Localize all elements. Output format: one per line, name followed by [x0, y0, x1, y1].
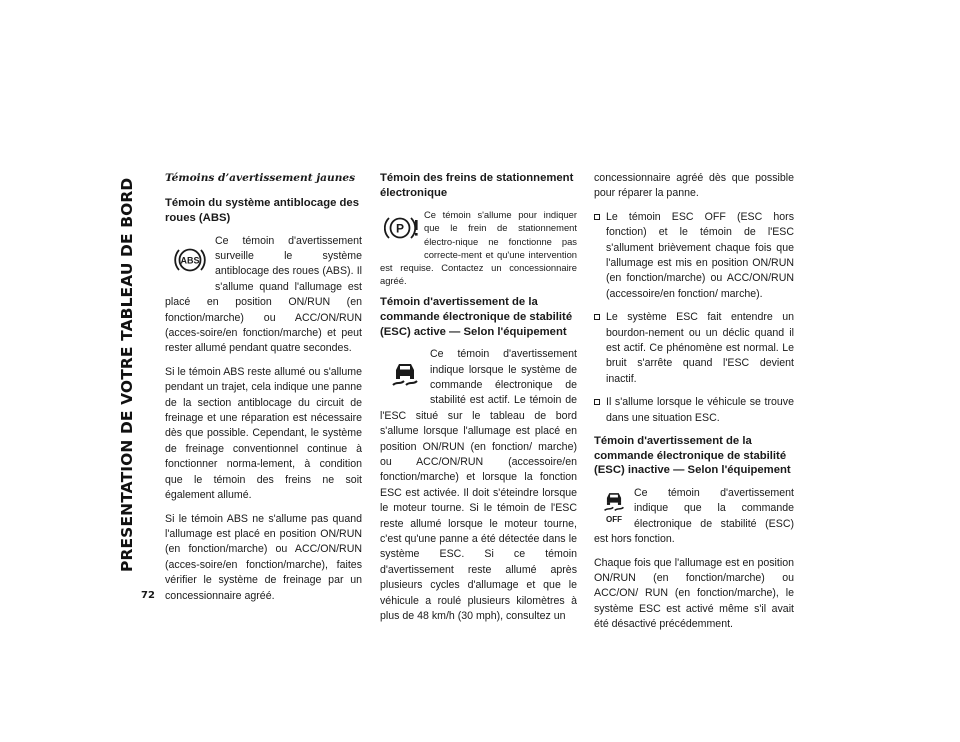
page-number: 72	[141, 590, 155, 601]
esc-bullet-list	[594, 210, 794, 426]
column-3	[594, 171, 794, 641]
abs-paragraph-1: Ce témoin d'avertissement surveille le système antiblocage des roues (ABS). Il s'allume quand l'allumage est placé en position ON/RUN (en fonction/marche) ou ACC/ON/RUN (acces-soire/en fonction/marche) et peut rester allumé pendant quatre secondes.	[165, 234, 362, 355]
off-icon-label: OFF	[606, 515, 622, 525]
continued-text: concessionnaire agréé dès que possible pour réparer la panne.	[594, 172, 794, 200]
esc-active-icon	[380, 347, 430, 399]
park-brake-heading: Témoin des freins de stationnement électronique	[380, 172, 574, 199]
square-bullet-icon	[594, 214, 600, 220]
abs-paragraph-2: Si le témoin ABS reste allumé ou s'allume pendant un trajet, cela indique une panne de la section antiblocage du circuit de freinage et une réparation est nécessaire dès que possible. Cependant, le système de freinage conventionnel continue à fonctionner norma-lement, à condition que le témoin des freins ne soit également allumé.	[165, 365, 362, 502]
esc-active-block	[380, 347, 577, 624]
square-bullet-icon	[594, 399, 600, 405]
abs-heading: Témoin du système antiblocage des roues (ABS)	[165, 197, 359, 224]
abs-icon-label: ABS	[180, 255, 200, 266]
section-title: Témoins d’avertissement jaunes	[165, 172, 356, 184]
park-brake-text: Ce témoin s'allume pour indiquer que le frein de stationnement électro-nique ne fonctionne pas correcte-ment et qu'une intervention est requise. Contactez un concessionnaire agréé.	[380, 209, 577, 287]
list-item: Il s'allume lorsque le véhicule se trouve dans une situation ESC.	[594, 395, 794, 426]
esc-off-block	[594, 486, 794, 548]
list-item: Le témoin ESC OFF (ESC hors fonction) et le témoin de l'ESC s'allument brièvement chaque fois que l'allumage est mis en position ON/RUN (en fonction/marche) ou ACC/ON/RUN (accessoire/en fonction/ marche).	[594, 210, 794, 302]
park-brake-block	[380, 208, 577, 287]
square-bullet-icon	[594, 314, 600, 320]
column-2	[380, 171, 577, 633]
park-brake-warning-icon	[380, 208, 424, 248]
abs-block	[165, 234, 362, 357]
list-item: Le système ESC fait entendre un bourdon-nement ou un déclic quand il est actif. Ce phénomène est normal. Le bruit s'arrête quand l'ESC devient inactif.	[594, 310, 794, 387]
park-icon-label: P	[395, 221, 405, 236]
esc-off-paragraph-2: Chaque fois que l'allumage est en position ON/RUN (en fonction/marche) ou ACC/ON/ RUN (en fonction/marche), le système ESC est activé même s'il avait été désactivé précédemment.	[594, 556, 794, 631]
sidebar-chapter-title: PRESENTATION DE VOTRE TABLEAU DE BORD	[118, 177, 136, 572]
esc-off-icon	[594, 486, 634, 532]
esc-active-heading: Témoin d'avertissement de la commande électronique de stabilité (ESC) active — Selon l'équipement	[380, 296, 573, 338]
abs-warning-icon	[165, 234, 215, 286]
abs-paragraph-3: Si le témoin ABS ne s'allume pas quand l'allumage est placé en position ON/RUN (en fonction/marche) ou ACC/ON/RUN (acces-soire/en fonction/marche), faites vérifier le système de freinage par un concessionnaire agréé.	[165, 512, 362, 602]
esc-off-text: Ce témoin d'avertissement indique que la commande électronique de stabilité (ESC) est hors fonction.	[594, 486, 794, 546]
column-1	[165, 171, 362, 612]
esc-active-text: Ce témoin d'avertissement indique lorsque le système de commande électronique de stabilité est actif. Le témoin de l'ESC situé sur le tableau de bord s'allume lorsque l'allumage est placé en position ON/RUN (en fonction/ marche) ou ACC/ON/RUN (accessoire/en fonction/marche) et lorsque la fonction ESC est activée. Il doit s'éteindre lorsque le moteur tourne. Si le témoin de l'ESC reste allumé lorsque le moteur tourne, c'est qu'une panne a été détectée dans le système ESC. Si ce témoin d'avertissement reste allumé après plusieurs cycles d'allumage et que le véhicule a roulé plusieurs kilomètres à plus de 48 km/h (30 mph), consultez un	[380, 348, 577, 623]
esc-off-heading: Témoin d'avertissement de la commande électronique de stabilité (ESC) inactive — Selon l'équipement	[594, 435, 791, 477]
